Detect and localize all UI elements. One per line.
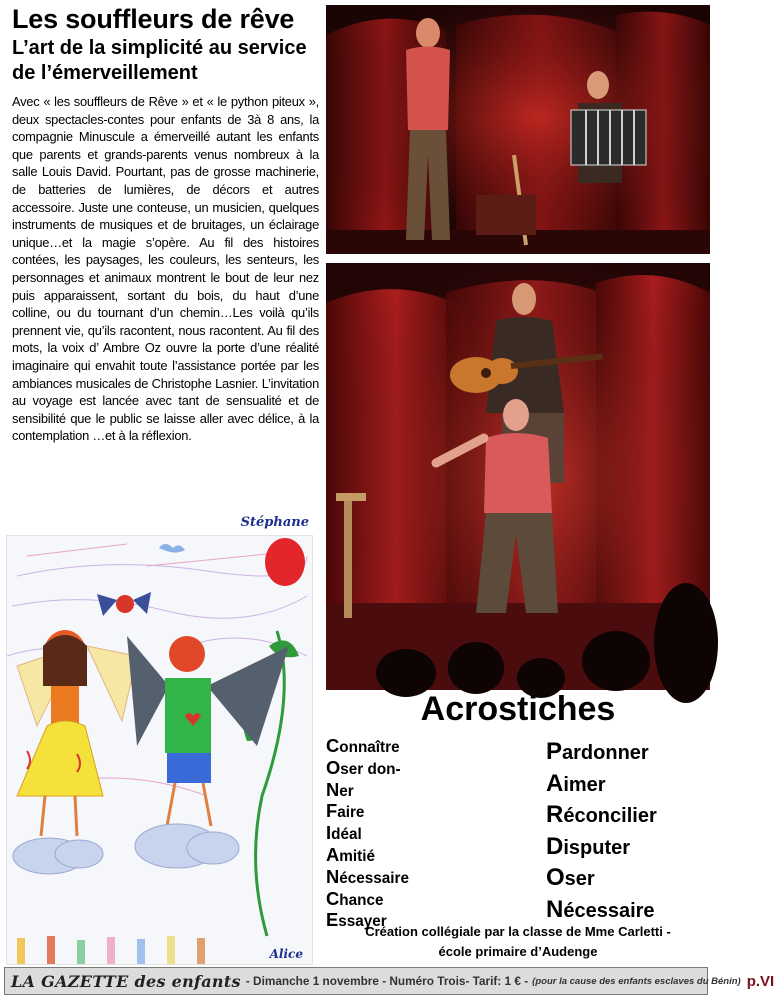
- acrostiches-credit: [326, 922, 710, 962]
- acrostiche-initial: P: [546, 738, 563, 765]
- stage-photo-guitar: [326, 263, 710, 690]
- acrostiche-initial: N: [326, 778, 340, 800]
- acrostiche-list-connaitre: [326, 736, 409, 932]
- footer-issue-info: - Dimanche 1 novembre - Numéro Trois- Tarif: 1 € -: [245, 974, 529, 988]
- acrostiche-word-rest: hance: [339, 891, 384, 909]
- acrostiche-initial: N: [326, 865, 340, 887]
- acrostiche-initial: C: [326, 735, 340, 756]
- acrostiche-word-rest: écessaire: [339, 869, 410, 887]
- acrostiche-initial: O: [546, 864, 565, 891]
- acrostiche-initial: E: [326, 909, 339, 931]
- acrostiche-initial: F: [326, 800, 338, 822]
- acrostiche-word-rest: ssayer: [338, 913, 387, 931]
- acrostiche-initial: A: [546, 769, 564, 797]
- stage-photo-accordion: [326, 5, 710, 254]
- acrostiche-word-rest: ser don-: [340, 760, 401, 778]
- acrostiche-line: [326, 845, 409, 867]
- acrostiche-line: [546, 832, 657, 864]
- article-title: Les souffleurs de rêve: [12, 4, 295, 34]
- acrostiche-line: [326, 867, 409, 889]
- acrostiche-line: [326, 801, 409, 823]
- credit-line-2: école primaire d’Audenge: [438, 944, 598, 959]
- article-author: Stéphane: [240, 515, 309, 530]
- child-drawing: [6, 535, 313, 965]
- acrostiche-word-rest: onnaître: [339, 739, 400, 756]
- article-subtitle: L’art de la simplicité au service de l’émerveillement: [12, 37, 307, 84]
- acrostiche-line: [326, 758, 409, 780]
- acrostiche-word-rest: ser: [564, 868, 595, 890]
- acrostiche-word-rest: mitié: [339, 847, 375, 865]
- acrostiche-line: [546, 863, 657, 895]
- page-footer: [4, 967, 774, 995]
- article-body: Avec « les souffleurs de Rêve » et « le python piteux », deux spectacles-contes pour enfants de 3à 8 ans, la compagnie Minuscule a émerveillé autant les enfants que parents et grands-parents venus nombreux à la salle Louis David. Pourtant, pas de grosse machinerie, de batteries de lumières, de décors et autres accessoire. Juste une conteuse, un musicien, quelques instruments de musiques et de bruitages, un éclairage unique…et la magie s’opère. Au fil des histoires contées, les paysages, les couleurs, les senteurs, les personnages et animaux montrent le bout de leur nez puis apparaissent, sortant du bois, du haut d’une colline, ou du tournant d’un chemin…Les voilà qu’ils prennent vie, qu’ils racontent, nous racontent. Au fil des mots, la voix d’ Ambre Oz ouvre la porte d’une réalité imaginaire qui envahit toute l’assistance portée par les ambiances musicales de Christophe Lasnier. L’invitation au voyage est lancée avec tant de sensualité et de sensibilité que le public se laisse aller avec délice, à la contemplation …et à la réflexion.: [12, 94, 319, 444]
- acrostiche-initial: R: [546, 801, 564, 828]
- acrostiche-initial: I: [326, 822, 332, 844]
- acrostiche-word-rest: er: [339, 782, 354, 800]
- child-drawing-image: [7, 536, 312, 964]
- drawing-signature: Alice: [269, 947, 303, 961]
- acrostiche-initial: A: [326, 843, 340, 865]
- acrostiche-initial: C: [326, 887, 340, 909]
- acrostiche-initial: N: [546, 895, 564, 923]
- acrostiche-word-rest: aire: [337, 804, 365, 822]
- footer-brand: LA GAZETTE des enfants: [11, 971, 241, 991]
- stage-photo-accordion-image: [326, 5, 710, 254]
- acrostiche-line: [546, 769, 657, 801]
- acrostiche-initial: D: [546, 832, 564, 860]
- acrostiche-line: [326, 823, 409, 845]
- acrostiche-word-rest: ardonner: [562, 742, 649, 764]
- acrostiche-list-pardon: [546, 737, 657, 926]
- footer-cause-note: (pour la cause des enfants esclaves du Bénin): [532, 975, 741, 987]
- footer-page-number: p.VI: [746, 972, 774, 990]
- acrostiche-line: [546, 800, 657, 832]
- acrostiches-title: Acrostiches: [420, 690, 616, 728]
- acrostiche-word-rest: déal: [331, 826, 362, 844]
- acrostiche-word-rest: écessaire: [563, 899, 655, 922]
- acrostiche-line: [326, 736, 409, 758]
- stage-photo-guitar-image: [326, 263, 710, 690]
- acrostiche-line: [546, 737, 657, 769]
- acrostiche-word-rest: éconcilier: [563, 805, 657, 827]
- acrostiche-word-rest: isputer: [563, 836, 631, 859]
- acrostiche-word-rest: imer: [563, 773, 606, 796]
- credit-line-1: Création collégiale par la classe de Mme Carletti -: [365, 924, 671, 939]
- acrostiche-line: [326, 889, 409, 911]
- acrostiche-line: [326, 780, 409, 802]
- acrostiche-initial: O: [326, 756, 341, 778]
